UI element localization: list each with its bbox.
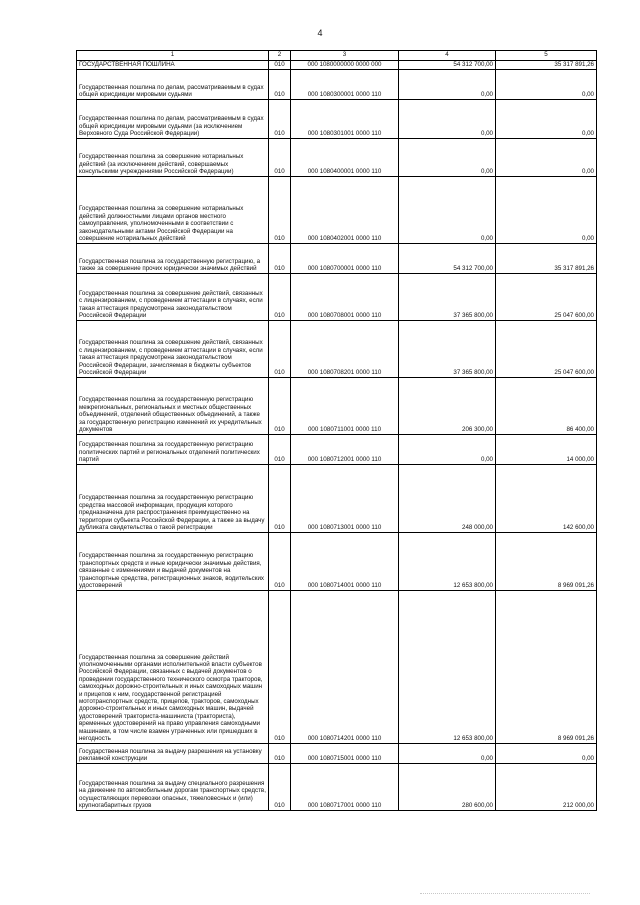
row-value-col5: 25 047 600,00 [496, 274, 597, 321]
row-line-code: 010 [269, 465, 291, 533]
column-header: 1 [77, 51, 269, 61]
row-value-col4: 0,00 [399, 70, 496, 100]
row-name: ГОСУДАРСТВЕННАЯ ПОШЛИНА [77, 61, 269, 70]
row-line-code: 010 [269, 764, 291, 811]
row-budget-code: 000 1080708001 0000 110 [291, 274, 399, 321]
row-budget-code: 000 1080711001 0000 110 [291, 378, 399, 435]
scan-artifact [420, 893, 590, 895]
row-budget-code: 000 1080300001 0000 110 [291, 70, 399, 100]
column-header: 5 [496, 51, 597, 61]
row-name: Государственная пошлина за государственную регистрацию средства массовой информации, продукция которого предназначена для распространения преимущественно на территории субъекта Российской Федерации, а также за выдачу дубликата свидетельства о такой регистрации [77, 465, 269, 533]
row-value-col4: 37 365 800,00 [399, 321, 496, 378]
row-value-col5: 142 600,00 [496, 465, 597, 533]
column-header: 4 [399, 51, 496, 61]
row-name: Государственная пошлина за выдачу разрешения на установку рекламной конструкции [77, 744, 269, 764]
row-value-col4: 0,00 [399, 177, 496, 244]
row-budget-code: 000 1080717001 0000 110 [291, 764, 399, 811]
table-row [77, 435, 597, 465]
row-value-col5: 8 969 091,26 [496, 533, 597, 591]
row-value-col4: 12 653 800,00 [399, 591, 496, 744]
row-value-col4: 0,00 [399, 435, 496, 465]
row-budget-code: 000 1080714001 0000 110 [291, 533, 399, 591]
row-budget-code: 000 1080000000 0000 000 [291, 61, 399, 70]
row-budget-code: 000 1080400001 0000 110 [291, 139, 399, 177]
revenue-table [76, 50, 597, 811]
row-value-col5: 0,00 [496, 100, 597, 139]
row-value-col5: 0,00 [496, 70, 597, 100]
row-value-col4: 0,00 [399, 139, 496, 177]
row-line-code: 010 [269, 274, 291, 321]
row-budget-code: 000 1080700001 0000 110 [291, 244, 399, 274]
table-row [77, 139, 597, 177]
row-name: Государственная пошлина за совершение нотариальных действий (за исключением действий, совершаемых консульскими учреждениями Российской Федерации) [77, 139, 269, 177]
row-value-col4: 54 312 700,00 [399, 61, 496, 70]
row-name: Государственная пошлина по делам, рассматриваемым в судах общей юрисдикции мировыми судьями (за исключением Верховного Суда Российской Федерации) [77, 100, 269, 139]
row-value-col5: 14 000,00 [496, 435, 597, 465]
table-row [77, 465, 597, 533]
column-header: 2 [269, 51, 291, 61]
table-header-row [77, 51, 597, 61]
row-budget-code: 000 1080708201 0000 110 [291, 321, 399, 378]
row-budget-code: 000 1080301001 0000 110 [291, 100, 399, 139]
row-line-code: 010 [269, 378, 291, 435]
row-line-code: 010 [269, 177, 291, 244]
row-line-code: 010 [269, 321, 291, 378]
row-value-col4: 206 300,00 [399, 378, 496, 435]
table-row [77, 274, 597, 321]
table-row [77, 70, 597, 100]
row-line-code: 010 [269, 139, 291, 177]
row-value-col5: 0,00 [496, 139, 597, 177]
table-row [77, 61, 597, 70]
table-row [77, 591, 597, 744]
row-name: Государственная пошлина за государственную регистрацию транспортных средств и иные юридически значимые действия, связанные с изменениями и выдачей документов на транспортные средства, регистрационных знаков, водительских удостоверений [77, 533, 269, 591]
row-value-col5: 8 969 091,26 [496, 591, 597, 744]
row-name: Государственная пошлина за совершение нотариальных действий должностными лицами органов местного самоуправления, уполномоченными в соответствии с законодательными актами Российской Федерации на совершение нотариальных действий [77, 177, 269, 244]
row-value-col5: 25 047 600,00 [496, 321, 597, 378]
table-row [77, 764, 597, 811]
row-line-code: 010 [269, 533, 291, 591]
table-row [77, 744, 597, 764]
row-value-col4: 248 000,00 [399, 465, 496, 533]
row-line-code: 010 [269, 435, 291, 465]
row-line-code: 010 [269, 100, 291, 139]
row-name: Государственная пошлина по делам, рассматриваемым в судах общей юрисдикции мировыми судьями [77, 70, 269, 100]
row-value-col5: 35 317 891,26 [496, 244, 597, 274]
row-budget-code: 000 1080402001 0000 110 [291, 177, 399, 244]
row-value-col4: 280 600,00 [399, 764, 496, 811]
page-number: 4 [317, 28, 323, 38]
row-budget-code: 000 1080715001 0000 110 [291, 744, 399, 764]
row-name: Государственная пошлина за государственную регистрацию политических партий и региональных отделений политических партий [77, 435, 269, 465]
row-value-col4: 0,00 [399, 744, 496, 764]
table-row [77, 100, 597, 139]
row-value-col5: 0,00 [496, 177, 597, 244]
row-name: Государственная пошлина за выдачу специального разрешения на движение по автомобильным дорогам транспортных средств, осуществляющих перевозки опасных, тяжеловесных и (или) крупногабаритных грузов [77, 764, 269, 811]
row-line-code: 010 [269, 61, 291, 70]
row-line-code: 010 [269, 591, 291, 744]
table-row [77, 244, 597, 274]
row-value-col5: 86 400,00 [496, 378, 597, 435]
table-row [77, 533, 597, 591]
row-name: Государственная пошлина за совершение действий уполномоченными органами исполнительной власти субъектов Российской Федерации, связанных с выдачей документов о проведении государственного технического осмотра тракторов, самоходных дорожно-строительных и иных самоходных машин и прицепов к ним, государственной регистрацией мототранспортных средств, прицепов, тракторов, самоходных дорожно-строительных и иных самоходных машин, выдачей удостоверений тракториста-машиниста (тракториста), временных удостоверений на право управления самоходными машинами, в том числе взамен утраченных или пришедших в негодность [77, 591, 269, 744]
column-header: 3 [291, 51, 399, 61]
row-value-col5: 212 000,00 [496, 764, 597, 811]
row-value-col4: 54 312 700,00 [399, 244, 496, 274]
row-name: Государственная пошлина за государственную регистрацию, а также за совершение прочих юридически значимых действий [77, 244, 269, 274]
table-row [77, 321, 597, 378]
row-line-code: 010 [269, 744, 291, 764]
table-row [77, 378, 597, 435]
row-value-col4: 37 365 800,00 [399, 274, 496, 321]
row-value-col5: 35 317 891,26 [496, 61, 597, 70]
row-budget-code: 000 1080712001 0000 110 [291, 435, 399, 465]
row-line-code: 010 [269, 244, 291, 274]
row-name: Государственная пошлина за совершение действий, связанных с лицензированием, с проведением аттестации в случаях, если такая аттестация предусмотрена законодательством Российской Федерации, зачисляемая в бюджеты субъектов Российской Федерации [77, 321, 269, 378]
row-value-col4: 12 653 800,00 [399, 533, 496, 591]
row-value-col4: 0,00 [399, 100, 496, 139]
row-name: Государственная пошлина за совершение действий, связанных с лицензированием, с проведением аттестации в случаях, если такая аттестация предусмотрена законодательством Российской Федерации [77, 274, 269, 321]
row-value-col5: 0,00 [496, 744, 597, 764]
row-name: Государственная пошлина за государственную регистрацию межрегиональных, региональных и местных общественных объединений, отделений общественных объединений, а также за государственную регистрацию изменений их учредительных документов [77, 378, 269, 435]
row-line-code: 010 [269, 70, 291, 100]
row-budget-code: 000 1080714201 0000 110 [291, 591, 399, 744]
row-budget-code: 000 1080713001 0000 110 [291, 465, 399, 533]
table-row [77, 177, 597, 244]
